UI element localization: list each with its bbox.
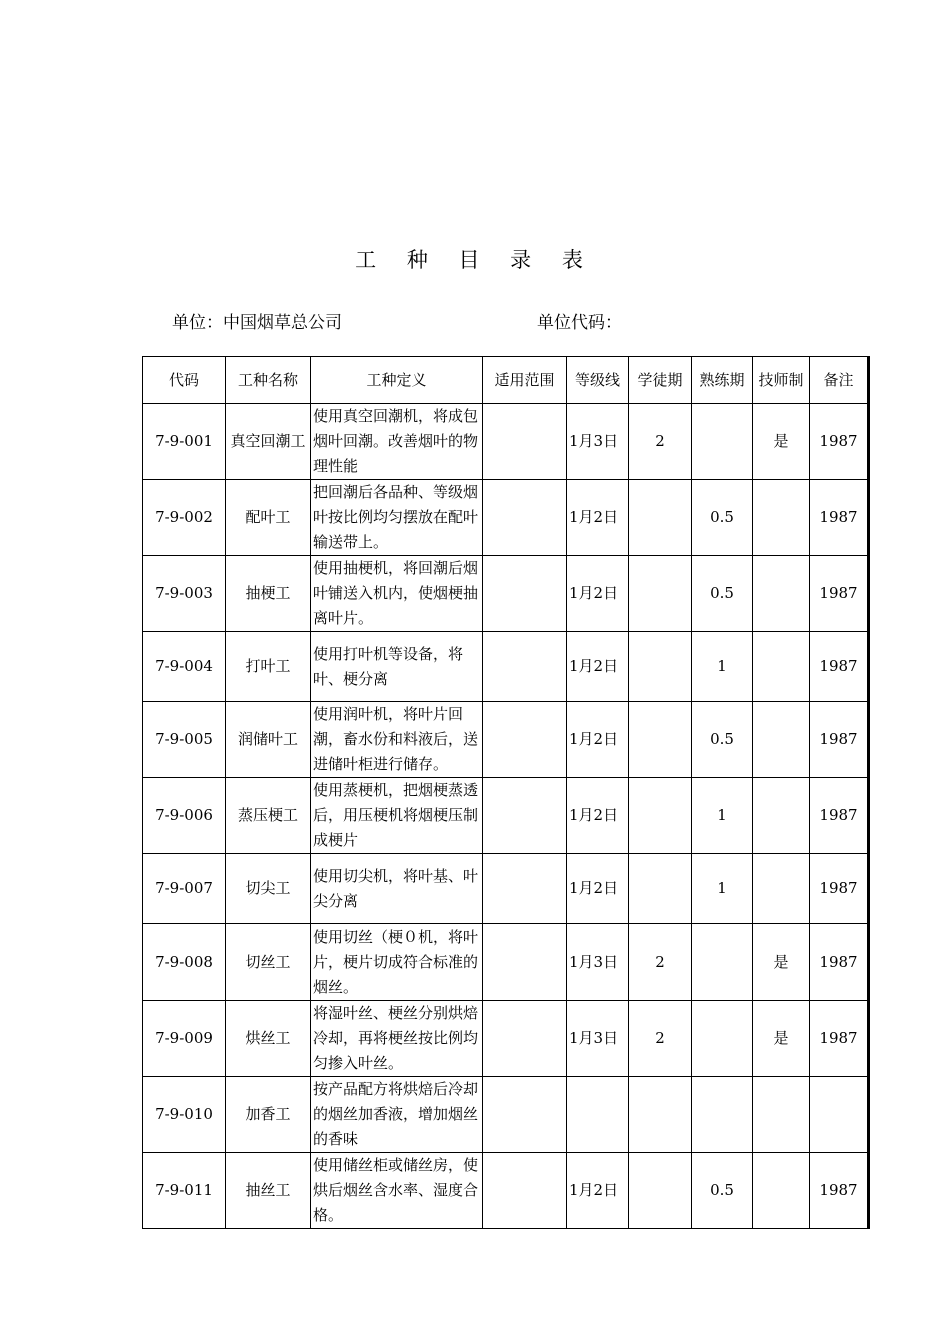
cell-technician [753, 1153, 810, 1229]
cell-definition: 使用储丝柜或储丝房，使烘后烟丝含水率、湿度合格。 [311, 1153, 483, 1229]
cell-grade: 1月2日 [567, 1153, 629, 1229]
cell-apprentice: 2 [629, 1001, 692, 1077]
cell-name: 抽梗工 [226, 556, 311, 632]
cell-apprentice [629, 854, 692, 924]
cell-name: 抽丝工 [226, 1153, 311, 1229]
cell-skilled: 0.5 [692, 480, 753, 556]
cell-technician [753, 480, 810, 556]
cell-code: 7-9-006 [143, 778, 226, 854]
cell-scope [483, 854, 567, 924]
table-row [143, 702, 869, 778]
cell-code: 7-9-007 [143, 854, 226, 924]
header-grade: 等级线 [567, 357, 629, 404]
cell-skilled [692, 924, 753, 1001]
cell-scope [483, 1001, 567, 1077]
cell-note: 1987 [810, 1153, 869, 1229]
cell-code: 7-9-010 [143, 1077, 226, 1153]
cell-note: 1987 [810, 404, 869, 480]
cell-skilled [692, 1077, 753, 1153]
cell-grade: 1月2日 [567, 632, 629, 702]
cell-name: 蒸压梗工 [226, 778, 311, 854]
cell-definition: 使用切尖机，将叶基、叶尖分离 [311, 854, 483, 924]
cell-code: 7-9-008 [143, 924, 226, 1001]
table-row [143, 854, 869, 924]
cell-skilled: 0.5 [692, 556, 753, 632]
cell-apprentice [629, 632, 692, 702]
job-catalog-table [142, 356, 870, 1229]
cell-grade [567, 1077, 629, 1153]
cell-definition: 将湿叶丝、梗丝分别烘焙冷却，再将梗丝按比例均匀掺入叶丝。 [311, 1001, 483, 1077]
cell-name: 润储叶工 [226, 702, 311, 778]
table-row [143, 556, 869, 632]
table-row [143, 632, 869, 702]
header-skilled: 熟练期 [692, 357, 753, 404]
cell-code: 7-9-005 [143, 702, 226, 778]
cell-skilled: 0.5 [692, 1153, 753, 1229]
cell-grade: 1月2日 [567, 778, 629, 854]
cell-apprentice [629, 1077, 692, 1153]
cell-grade: 1月3日 [567, 924, 629, 1001]
cell-note: 1987 [810, 556, 869, 632]
cell-technician: 是 [753, 1001, 810, 1077]
cell-code: 7-9-003 [143, 556, 226, 632]
table-header-row [143, 357, 869, 404]
cell-skilled: 1 [692, 854, 753, 924]
cell-name: 打叶工 [226, 632, 311, 702]
cell-apprentice [629, 778, 692, 854]
cell-definition: 使用润叶机，将叶片回潮，畜水份和料液后，送进储叶柜进行储存。 [311, 702, 483, 778]
cell-technician: 是 [753, 404, 810, 480]
cell-note: 1987 [810, 854, 869, 924]
cell-scope [483, 480, 567, 556]
cell-skilled: 1 [692, 778, 753, 854]
cell-apprentice: 2 [629, 924, 692, 1001]
cell-code: 7-9-001 [143, 404, 226, 480]
cell-note: 1987 [810, 702, 869, 778]
table-row [143, 1153, 869, 1229]
cell-code: 7-9-002 [143, 480, 226, 556]
cell-code: 7-9-009 [143, 1001, 226, 1077]
unit-label: 单位：中国烟草总公司 [172, 313, 342, 333]
cell-scope [483, 556, 567, 632]
cell-name: 烘丝工 [226, 1001, 311, 1077]
cell-note: 1987 [810, 632, 869, 702]
cell-definition: 按产品配方将烘焙后冷却的烟丝加香液，增加烟丝的香味 [311, 1077, 483, 1153]
header-scope: 适用范围 [483, 357, 567, 404]
page-title: 工 种 目 录 表 [355, 248, 595, 272]
cell-name: 加香工 [226, 1077, 311, 1153]
header-definition: 工种定义 [311, 357, 483, 404]
cell-technician [753, 702, 810, 778]
cell-definition: 使用切丝（梗０机，将叶片，梗片切成符合标准的烟丝。 [311, 924, 483, 1001]
cell-technician [753, 556, 810, 632]
cell-definition: 把回潮后各品种、等级烟叶按比例均匀摆放在配叶输送带上。 [311, 480, 483, 556]
cell-note: 1987 [810, 480, 869, 556]
table-row [143, 404, 869, 480]
table-row [143, 778, 869, 854]
cell-grade: 1月2日 [567, 854, 629, 924]
header-technician: 技师制 [753, 357, 810, 404]
cell-scope [483, 1077, 567, 1153]
cell-scope [483, 1153, 567, 1229]
cell-grade: 1月2日 [567, 702, 629, 778]
cell-skilled [692, 404, 753, 480]
cell-code: 7-9-004 [143, 632, 226, 702]
cell-scope [483, 924, 567, 1001]
cell-scope [483, 702, 567, 778]
cell-apprentice [629, 556, 692, 632]
cell-name: 真空回潮工 [226, 404, 311, 480]
cell-technician [753, 632, 810, 702]
cell-name: 切尖工 [226, 854, 311, 924]
cell-scope [483, 778, 567, 854]
cell-code: 7-9-011 [143, 1153, 226, 1229]
cell-technician [753, 854, 810, 924]
header-note: 备注 [810, 357, 869, 404]
cell-definition: 使用抽梗机，将回潮后烟叶铺送入机内，使烟梗抽离叶片。 [311, 556, 483, 632]
cell-name: 配叶工 [226, 480, 311, 556]
cell-technician [753, 1077, 810, 1153]
cell-definition: 使用真空回潮机，将成包烟叶回潮。改善烟叶的物理性能 [311, 404, 483, 480]
cell-name: 切丝工 [226, 924, 311, 1001]
header-name: 工种名称 [226, 357, 311, 404]
cell-grade: 1月2日 [567, 556, 629, 632]
cell-definition: 使用打叶机等设备，将叶、梗分离 [311, 632, 483, 702]
cell-scope [483, 632, 567, 702]
cell-apprentice: 2 [629, 404, 692, 480]
cell-skilled: 1 [692, 632, 753, 702]
unit-code-label: 单位代码： [537, 313, 622, 333]
cell-scope [483, 404, 567, 480]
cell-note [810, 1077, 869, 1153]
cell-skilled [692, 1001, 753, 1077]
cell-note: 1987 [810, 1001, 869, 1077]
cell-definition: 使用蒸梗机，把烟梗蒸透后，用压梗机将烟梗压制成梗片 [311, 778, 483, 854]
cell-apprentice [629, 1153, 692, 1229]
cell-grade: 1月3日 [567, 404, 629, 480]
cell-grade: 1月3日 [567, 1001, 629, 1077]
cell-skilled: 0.5 [692, 702, 753, 778]
table-row [143, 1001, 869, 1077]
cell-technician: 是 [753, 924, 810, 1001]
header-code: 代码 [143, 357, 226, 404]
cell-grade: 1月2日 [567, 480, 629, 556]
table-row [143, 924, 869, 1001]
table-row [143, 480, 869, 556]
cell-apprentice [629, 702, 692, 778]
header-apprentice: 学徒期 [629, 357, 692, 404]
table-row [143, 1077, 869, 1153]
cell-note: 1987 [810, 778, 869, 854]
cell-apprentice [629, 480, 692, 556]
cell-technician [753, 778, 810, 854]
cell-note: 1987 [810, 924, 869, 1001]
